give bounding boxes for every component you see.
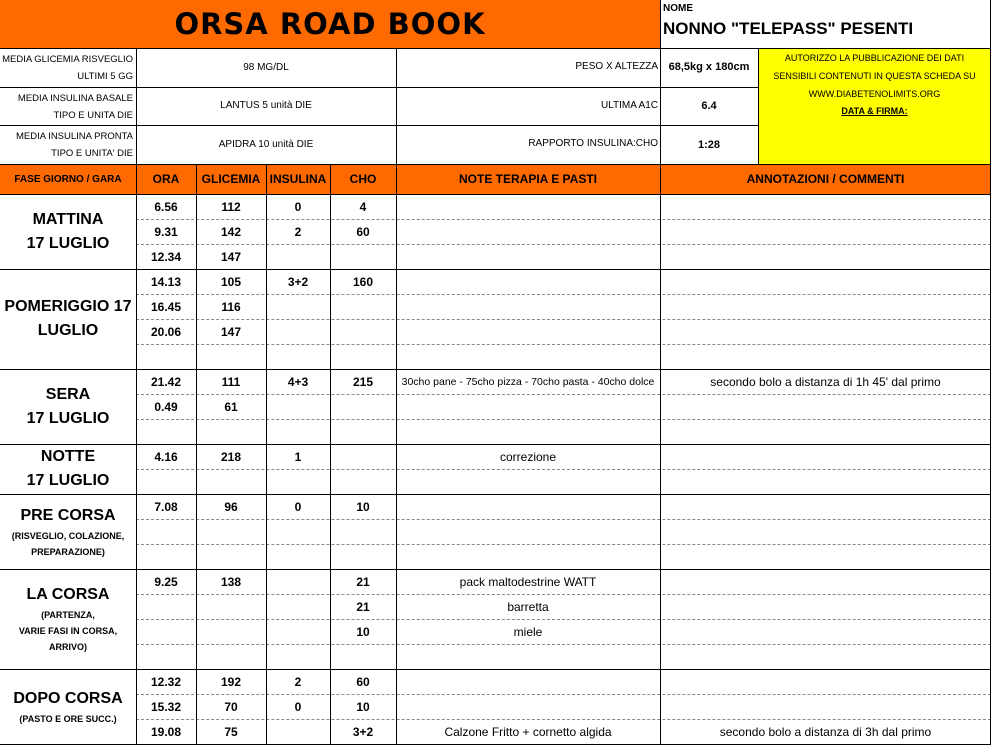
name-label: NOME <box>663 3 693 14</box>
cell-cho[interactable] <box>330 294 396 319</box>
cell-ora[interactable]: 6.56 <box>154 199 178 214</box>
cell-insulina[interactable]: 0 <box>294 699 302 714</box>
row-divider <box>136 619 991 620</box>
cell-note[interactable] <box>396 694 660 719</box>
phase-divider <box>0 669 991 670</box>
cell-insulina[interactable]: 2 <box>294 674 302 689</box>
cell-ora[interactable]: 9.25 <box>154 574 178 589</box>
cell-glicemia[interactable]: 105 <box>220 274 242 289</box>
phase-subtitle: PREPARAZIONE) <box>31 546 105 557</box>
cell-annotazioni[interactable] <box>660 644 991 669</box>
cell-note[interactable] <box>396 419 660 444</box>
title-bottom-line <box>0 48 991 49</box>
row-divider <box>136 694 991 695</box>
phase-name: LUGLIO <box>37 322 99 339</box>
phase-label <box>0 669 136 744</box>
cell-note[interactable]: 30cho pane - 75cho pizza - 70cho pasta - 40cho dolce <box>401 375 655 388</box>
phase-divider <box>0 269 991 270</box>
cell-cho[interactable]: 21 <box>356 599 370 614</box>
info-right-value: 6.4 <box>701 99 717 112</box>
phase-name: POMERIGGIO 17 <box>4 298 132 315</box>
info-right-label: PESO X ALTEZZA <box>575 61 658 72</box>
column-line <box>196 164 197 744</box>
cell-annotazioni[interactable] <box>660 194 991 219</box>
cell-note[interactable] <box>396 469 660 494</box>
cell-cho[interactable]: 10 <box>356 499 370 514</box>
cell-ora[interactable] <box>136 594 196 619</box>
cell-glicemia[interactable]: 111 <box>221 374 241 389</box>
table-header <box>0 164 991 194</box>
cell-note[interactable] <box>396 319 660 344</box>
cell-insulina[interactable] <box>266 344 330 369</box>
cell-glicemia[interactable]: 112 <box>221 199 241 214</box>
cell-ora[interactable]: 14.13 <box>150 274 182 289</box>
cell-glicemia[interactable]: 138 <box>220 574 242 589</box>
column-line <box>266 164 267 744</box>
cell-note[interactable]: Calzone Fritto + cornetto algida <box>444 724 612 739</box>
phase-divider <box>0 494 991 495</box>
consent-line: WWW.DIABETENOLIMITS.ORG <box>808 89 941 99</box>
phase-name: 17 LUGLIO <box>26 409 110 427</box>
phase-label <box>0 194 136 269</box>
cell-glicemia[interactable]: 218 <box>220 449 242 464</box>
phase-name: 17 LUGLIO <box>26 234 110 252</box>
cell-glicemia[interactable] <box>196 644 266 669</box>
cell-note[interactable] <box>396 244 660 269</box>
cell-annotazioni[interactable] <box>660 344 991 369</box>
name-value: NONNO "TELEPASS" PESENTI <box>663 19 914 38</box>
cell-ora[interactable]: 16.45 <box>150 299 182 314</box>
cell-note[interactable] <box>396 194 660 219</box>
cell-annotazioni[interactable] <box>660 594 991 619</box>
phase-subtitle: VARIE FASI IN CORSA, <box>18 626 118 636</box>
cell-ora[interactable]: 12.34 <box>150 249 182 264</box>
phase-name: 17 LUGLIO <box>26 472 110 489</box>
row-divider <box>136 244 991 245</box>
row-divider <box>136 519 991 520</box>
cell-annotazioni[interactable] <box>660 269 991 294</box>
info-line <box>0 87 758 88</box>
header-glicemia: GLICEMIA <box>201 172 261 186</box>
cell-insulina[interactable] <box>266 244 330 269</box>
cell-ora[interactable] <box>136 619 196 644</box>
cell-insulina[interactable] <box>266 644 330 669</box>
phase-divider <box>0 369 991 370</box>
info-label <box>0 87 136 126</box>
cell-annotazioni[interactable] <box>660 619 991 644</box>
info-col-line <box>136 48 137 164</box>
cell-annotazioni[interactable] <box>660 394 991 419</box>
cell-ora[interactable]: 0.49 <box>154 399 178 414</box>
cell-ora[interactable] <box>136 344 196 369</box>
cell-ora[interactable]: 9.31 <box>154 224 178 239</box>
info-label-line2: TIPO E UNITA' DIE <box>51 148 133 160</box>
cell-cho[interactable]: 3+2 <box>352 724 374 739</box>
row-divider <box>136 419 991 420</box>
cell-ora[interactable] <box>136 544 196 569</box>
header-ora: ORA <box>152 172 180 186</box>
cell-annotazioni[interactable] <box>660 519 991 544</box>
row-divider <box>136 394 991 395</box>
cell-insulina[interactable] <box>266 294 330 319</box>
cell-ora[interactable]: 7.08 <box>154 499 178 514</box>
cell-ora[interactable]: 20.06 <box>150 324 182 339</box>
cell-note[interactable] <box>396 219 660 244</box>
cell-glicemia[interactable] <box>196 469 266 494</box>
info-label-line2: TIPO E UNITA DIE <box>53 109 133 121</box>
phase-name: MATTINA <box>32 210 104 228</box>
cell-insulina[interactable] <box>266 544 330 569</box>
cell-cho[interactable] <box>330 444 396 469</box>
cell-ora[interactable]: 21.42 <box>150 374 182 389</box>
cell-note[interactable] <box>396 344 660 369</box>
info-right-label: RAPPORTO INSULINA:CHO <box>528 138 658 150</box>
cell-cho[interactable] <box>330 419 396 444</box>
cell-cho[interactable]: 60 <box>356 674 370 689</box>
info-value: APIDRA 10 unità DIE <box>218 139 314 151</box>
info-label-line1: MEDIA GLICEMIA RISVEGLIO <box>2 54 133 65</box>
phase-subtitle: (PARTENZA, <box>41 610 95 620</box>
cell-annotazioni[interactable] <box>660 294 991 319</box>
phase-subtitle: ARRIVO) <box>49 642 87 652</box>
cell-insulina[interactable]: 0 <box>294 499 302 514</box>
row-divider <box>136 344 991 345</box>
cell-insulina[interactable]: 2 <box>294 224 302 239</box>
header-annotazioni: ANNOTAZIONI / COMMENTI <box>746 172 905 186</box>
phase-name: LA CORSA <box>26 586 110 603</box>
header-bottom-line <box>0 194 991 195</box>
row-divider <box>136 469 991 470</box>
cell-insulina[interactable] <box>266 719 330 744</box>
cell-note[interactable]: barretta <box>507 599 549 614</box>
info-col-line <box>396 48 397 164</box>
cell-cho[interactable] <box>330 344 396 369</box>
cell-insulina[interactable] <box>266 319 330 344</box>
cell-annotazioni[interactable] <box>660 569 991 594</box>
cell-cho[interactable]: 10 <box>356 699 370 714</box>
cell-glicemia[interactable] <box>196 619 266 644</box>
cell-annotazioni[interactable] <box>660 319 991 344</box>
cell-ora[interactable]: 19.08 <box>150 724 182 739</box>
phase-name: NOTTE <box>40 448 96 465</box>
phase-divider <box>0 444 991 445</box>
cell-insulina[interactable]: 4+3 <box>287 374 309 389</box>
cell-annotazioni[interactable] <box>660 494 991 519</box>
cell-cho[interactable] <box>330 394 396 419</box>
consent-line: AUTORIZZO LA PUBBLICAZIONE DEI DATI <box>784 53 965 63</box>
phase-label <box>0 269 136 369</box>
cell-cho[interactable] <box>330 319 396 344</box>
cell-note[interactable] <box>396 644 660 669</box>
row-divider <box>136 644 991 645</box>
cell-glicemia[interactable]: 147 <box>220 324 242 339</box>
row-divider <box>136 219 991 220</box>
cell-note[interactable] <box>396 544 660 569</box>
cell-insulina[interactable] <box>266 594 330 619</box>
phase-label <box>0 569 136 669</box>
phase-label <box>0 369 136 444</box>
cell-note[interactable] <box>396 269 660 294</box>
info-label-line1: MEDIA INSULINA PRONTA <box>15 131 133 143</box>
cell-ora[interactable]: 4.16 <box>154 449 178 464</box>
info-line <box>0 125 758 126</box>
cell-glicemia[interactable]: 96 <box>224 499 238 514</box>
cell-cho[interactable] <box>330 519 396 544</box>
row-divider <box>136 719 991 720</box>
cell-annotazioni[interactable] <box>660 469 991 494</box>
cell-glicemia[interactable] <box>196 594 266 619</box>
info-right-label: ULTIMA A1C <box>600 99 658 111</box>
header-phase: FASE GIORNO / GARA <box>14 173 122 185</box>
column-line <box>396 164 397 744</box>
cell-glicemia[interactable]: 70 <box>224 699 238 714</box>
info-col-line <box>758 48 759 164</box>
cell-glicemia[interactable]: 192 <box>220 674 242 689</box>
cell-note[interactable] <box>396 394 660 419</box>
cell-cho[interactable]: 21 <box>356 574 370 589</box>
cell-ora[interactable] <box>136 419 196 444</box>
cell-cho[interactable]: 60 <box>356 224 370 239</box>
cell-insulina[interactable] <box>266 569 330 594</box>
cell-cho[interactable]: 10 <box>356 624 370 639</box>
column-line <box>330 164 331 744</box>
cell-cho[interactable]: 215 <box>352 374 374 389</box>
cell-cho[interactable]: 160 <box>352 274 374 289</box>
cell-note[interactable] <box>396 494 660 519</box>
phase-name: SERA <box>45 385 91 403</box>
info-right-value: 1:28 <box>697 138 721 151</box>
cell-annotazioni[interactable] <box>660 219 991 244</box>
column-line <box>136 164 137 744</box>
cell-glicemia[interactable]: 116 <box>221 299 241 314</box>
header-top-line <box>0 164 991 165</box>
cell-note[interactable] <box>396 519 660 544</box>
cell-insulina[interactable] <box>266 469 330 494</box>
info-label-line2: ULTIMI 5 GG <box>77 71 133 82</box>
cell-cho[interactable] <box>330 544 396 569</box>
phase-name: DOPO CORSA <box>13 689 123 707</box>
cell-glicemia[interactable]: 142 <box>220 224 242 239</box>
cell-glicemia[interactable]: 147 <box>220 249 242 264</box>
cell-cho[interactable] <box>330 644 396 669</box>
phase-label <box>0 444 136 494</box>
header-cho: CHO <box>349 172 377 186</box>
cell-note[interactable] <box>396 294 660 319</box>
cell-annotazioni[interactable]: secondo bolo a distanza di 1h 45' dal primo <box>710 374 941 389</box>
cell-glicemia[interactable] <box>196 519 266 544</box>
phase-subtitle: (PASTO E ORE SUCC.) <box>19 713 117 724</box>
cell-glicemia[interactable] <box>196 344 266 369</box>
cell-insulina[interactable]: 0 <box>294 199 302 214</box>
info-label-line1: MEDIA INSULINA BASALE <box>17 92 133 104</box>
cell-ora[interactable] <box>136 644 196 669</box>
row-divider <box>136 594 991 595</box>
cell-ora[interactable]: 12.32 <box>150 674 182 689</box>
cell-annotazioni[interactable] <box>660 244 991 269</box>
header-insulina: INSULINA <box>269 172 327 186</box>
cell-insulina[interactable] <box>266 519 330 544</box>
cell-annotazioni[interactable] <box>660 669 991 694</box>
cell-glicemia[interactable] <box>196 544 266 569</box>
cell-glicemia[interactable]: 75 <box>224 724 238 739</box>
info-col-line <box>660 48 661 164</box>
cell-cho[interactable]: 4 <box>359 199 367 214</box>
cell-note[interactable]: miele <box>513 624 543 639</box>
cell-glicemia[interactable]: 61 <box>224 399 238 414</box>
phase-name: PRE CORSA <box>20 506 116 524</box>
header-note: NOTE TERAPIA E PASTI <box>458 172 597 186</box>
phase-divider <box>0 569 991 570</box>
cell-annotazioni[interactable] <box>660 694 991 719</box>
consent-box <box>758 48 991 164</box>
page-title: ORSA ROAD BOOK <box>174 7 486 41</box>
row-divider <box>136 294 991 295</box>
cell-annotazioni[interactable] <box>660 544 991 569</box>
consent-line: SENSIBILI CONTENUTI IN QUESTA SCHEDA SU <box>773 71 976 81</box>
phase-subtitle: (RISVEGLIO, COLAZIONE, <box>11 530 125 541</box>
cell-glicemia[interactable] <box>196 419 266 444</box>
cell-annotazioni[interactable] <box>660 419 991 444</box>
cell-insulina[interactable]: 3+2 <box>287 274 309 289</box>
cell-note[interactable]: pack maltodestrine WATT <box>459 574 597 589</box>
cell-insulina[interactable]: 1 <box>294 449 302 464</box>
cell-insulina[interactable] <box>266 619 330 644</box>
info-label <box>0 48 136 87</box>
row-divider <box>136 319 991 320</box>
cell-note[interactable] <box>396 669 660 694</box>
cell-ora[interactable]: 15.32 <box>150 699 182 714</box>
cell-note[interactable]: correzione <box>499 449 557 464</box>
cell-insulina[interactable] <box>266 419 330 444</box>
info-right-value: 68,5kg x 180cm <box>668 61 750 74</box>
info-value: LANTUS 5 unità DIE <box>220 100 312 112</box>
cell-cho[interactable] <box>330 244 396 269</box>
cell-ora[interactable] <box>136 469 196 494</box>
cell-ora[interactable] <box>136 519 196 544</box>
name-block <box>660 0 991 48</box>
cell-insulina[interactable] <box>266 394 330 419</box>
cell-cho[interactable] <box>330 469 396 494</box>
row-divider <box>136 544 991 545</box>
cell-annotazioni[interactable]: secondo bolo a distanza di 3h dal primo <box>719 724 932 739</box>
consent-signature: DATA & FIRMA: <box>841 106 908 116</box>
info-value: 98 MG/DL <box>243 61 289 73</box>
title-banner <box>0 0 660 48</box>
cell-annotazioni[interactable] <box>660 444 991 469</box>
info-label <box>0 125 136 164</box>
column-line <box>660 164 661 744</box>
phase-label <box>0 494 136 569</box>
title-divider <box>660 0 661 48</box>
